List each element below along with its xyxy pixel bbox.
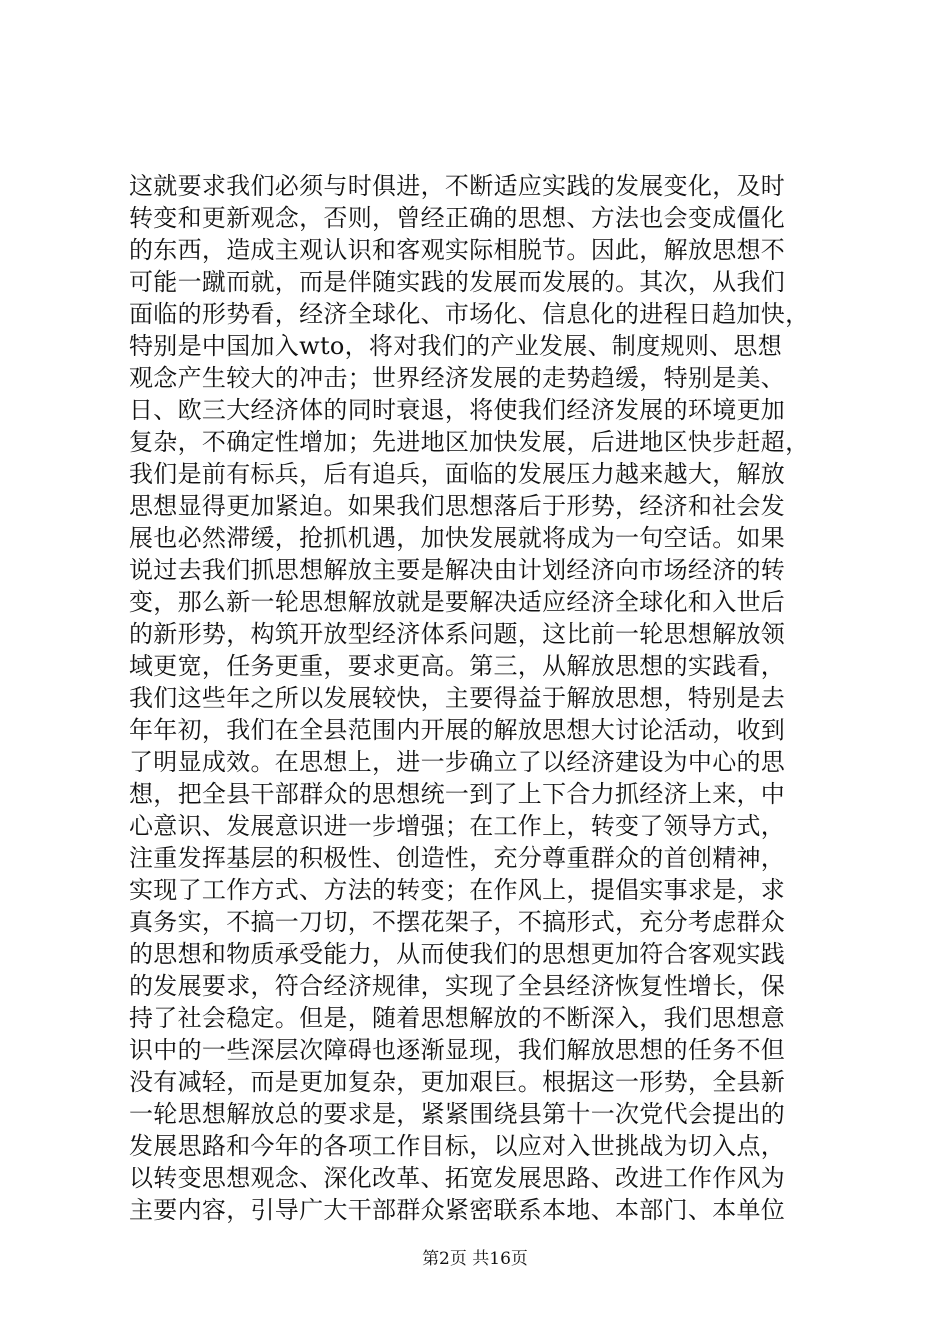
text-line: 特别是中国加入wto，将对我们的产业发展、制度规则、思想 (129, 332, 783, 360)
text-line: 域更宽，任务更重，要求更高。第三，从解放思想的实践看， (129, 652, 786, 680)
text-line: 思想显得更加紧迫。如果我们思想落后于形势，经济和社会发 (129, 492, 786, 520)
text-line: 说过去我们抓思想解放主要是解决由计划经济向市场经济的转 (129, 556, 786, 584)
text-line: 没有减轻，而是更加复杂，更加艰巨。根据这一形势，全县新 (129, 1068, 786, 1096)
text-line: 心意识、发展意识进一步增强；在工作上，转变了领导方式， (129, 812, 786, 840)
text-line: 可能一蹴而就，而是伴随实践的发展而发展的。其次，从我们 (129, 268, 786, 296)
text-line: 年年初，我们在全县范围内开展的解放思想大讨论活动，收到 (129, 716, 786, 744)
body-text (129, 170, 849, 1226)
text-line: 复杂，不确定性增加；先进地区加快发展，后进地区快步赶超， (129, 428, 810, 456)
text-line: 日、欧三大经济体的同时衰退，将使我们经济发展的环境更加 (129, 396, 786, 424)
text-line: 的新形势，构筑开放型经济体系问题，这比前一轮思想解放领 (129, 620, 786, 648)
text-line: 以转变思想观念、深化改革、拓宽发展思路、改进工作作风为 (129, 1164, 786, 1192)
text-line: 展也必然滞缓，抢抓机遇，加快发展就将成为一句空话。如果 (129, 524, 786, 552)
text-line: 识中的一些深层次障碍也逐渐显现，我们解放思想的任务不但 (129, 1036, 786, 1064)
text-line: 观念产生较大的冲击；世界经济发展的走势趋缓，特别是美、 (129, 364, 786, 392)
text-line: 主要内容，引导广大干部群众紧密联系本地、本部门、本单位 (129, 1196, 786, 1224)
text-line: 这就要求我们必须与时俱进，不断适应实践的发展变化，及时 (129, 172, 786, 200)
text-line: 发展思路和今年的各项工作目标，以应对入世挑战为切入点， (129, 1132, 786, 1160)
text-line: 持了社会稳定。但是，随着思想解放的不断深入，我们思想意 (129, 1004, 786, 1032)
text-line: 我们是前有标兵，后有追兵，面临的发展压力越来越大，解放 (129, 460, 786, 488)
text-line: 转变和更新观念，否则，曾经正确的思想、方法也会变成僵化 (129, 204, 786, 232)
page-footer: 第2页 共16页 (422, 1249, 528, 1269)
text-line: 的思想和物质承受能力，从而使我们的思想更加符合客观实践 (129, 940, 786, 968)
text-line: 我们这些年之所以发展较快，主要得益于解放思想，特别是去 (129, 684, 786, 712)
text-line: 注重发挥基层的积极性、创造性，充分尊重群众的首创精神， (129, 844, 786, 872)
text-line: 变，那么新一轮思想解放就是要解决适应经济全球化和入世后 (129, 588, 786, 616)
text-line: 的发展要求，符合经济规律，实现了全县经济恢复性增长，保 (129, 972, 786, 1000)
text-line: 面临的形势看，经济全球化、市场化、信息化的进程日趋加快， (129, 300, 810, 328)
text-line: 的东西，造成主观认识和客观实际相脱节。因此，解放思想不 (129, 236, 786, 264)
text-line: 实现了工作方式、方法的转变；在作风上，提倡实事求是，求 (129, 876, 786, 904)
text-line: 想，把全县干部群众的思想统一到了上下合力抓经济上来，中 (129, 780, 786, 808)
text-line: 了明显成效。在思想上，进一步确立了以经济建设为中心的思 (129, 748, 786, 776)
text-line: 真务实，不搞一刀切，不摆花架子，不搞形式，充分考虑群众 (129, 908, 786, 936)
text-line: 一轮思想解放总的要求是，紧紧围绕县第十一次党代会提出的 (129, 1100, 786, 1128)
